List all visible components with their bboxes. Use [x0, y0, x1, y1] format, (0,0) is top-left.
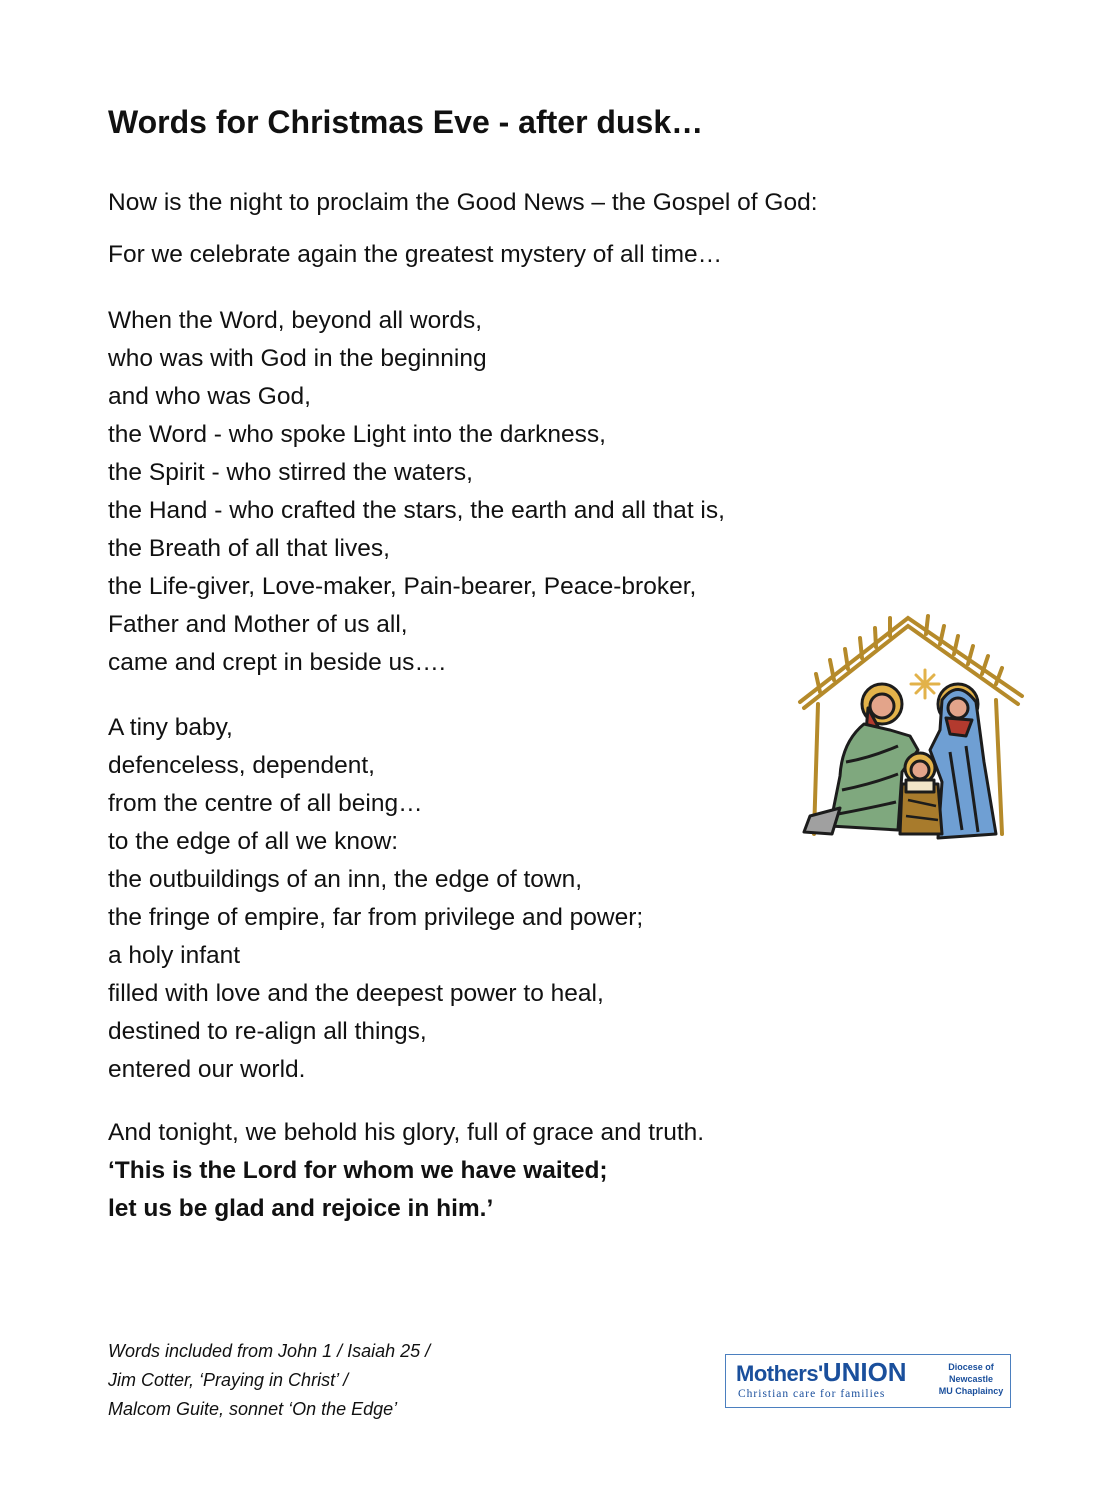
stanza-line: A tiny baby,	[108, 714, 233, 741]
stanza-2	[108, 709, 643, 1089]
stanza-line: and who was God,	[108, 383, 311, 410]
stanza-line: defenceless, dependent,	[108, 752, 375, 779]
stanza-line: entered our world.	[108, 1056, 306, 1083]
stanza-line: destined to re-align all things,	[108, 1018, 427, 1045]
logo-tagline: Christian care for families	[738, 1388, 886, 1400]
closing	[108, 1114, 704, 1228]
logo-diocese: Diocese of Newcastle MU Chaplaincy	[938, 1362, 1004, 1396]
stanza-line: to the edge of all we know:	[108, 828, 399, 855]
stanza-line: the Breath of all that lives,	[108, 535, 390, 562]
stanza-line: the fringe of empire, far from privilege and power;	[108, 904, 644, 931]
source-credits	[108, 1337, 430, 1424]
stanza-line: When the Word, beyond all words,	[108, 307, 483, 334]
stanza-line: filled with love and the deepest power to heal,	[108, 980, 604, 1007]
stanza-line: from the centre of all being…	[108, 790, 423, 817]
stanza-line: the outbuildings of an inn, the edge of town,	[108, 866, 583, 893]
stanza-line: the Hand - who crafted the stars, the earth and all that is,	[108, 497, 725, 524]
response-line: ‘This is the Lord for whom we have waited;	[108, 1157, 608, 1184]
stanza-line: came and crept in beside us….	[108, 649, 446, 676]
intro-line-1: Now is the night to proclaim the Good News – the Gospel of God:	[108, 189, 818, 216]
stanza-1	[108, 302, 725, 682]
nativity-scene-icon	[790, 612, 1026, 858]
closing-line: And tonight, we behold his glory, full of grace and truth.	[108, 1119, 705, 1146]
stanza-line: Father and Mother of us all,	[108, 611, 408, 638]
stanza-line: the Spirit - who stirred the waters,	[108, 459, 473, 486]
stanza-line: who was with God in the beginning	[108, 345, 487, 372]
stanza-line: a holy infant	[108, 942, 241, 969]
response-line: let us be glad and rejoice in him.’	[108, 1195, 494, 1222]
logo-mothers: Mothers'	[736, 1361, 823, 1386]
credit-line: Words included from John 1 / Isaiah 25 /	[108, 1341, 431, 1361]
stanza-line: the Word - who spoke Light into the darkness,	[108, 421, 606, 448]
credit-line: Malcom Guite, sonnet ‘On the Edge’	[108, 1399, 398, 1419]
stanza-line: the Life-giver, Love-maker, Pain-bearer, Peace-broker,	[108, 573, 697, 600]
page-title: Words for Christmas Eve - after dusk…	[108, 104, 704, 140]
credit-line: Jim Cotter, ‘Praying in Christ’ /	[108, 1370, 349, 1390]
intro-line-2: For we celebrate again the greatest mystery of all time…	[108, 241, 723, 268]
mothers-union-logo	[725, 1354, 1011, 1408]
logo-union: UNION	[822, 1357, 907, 1387]
